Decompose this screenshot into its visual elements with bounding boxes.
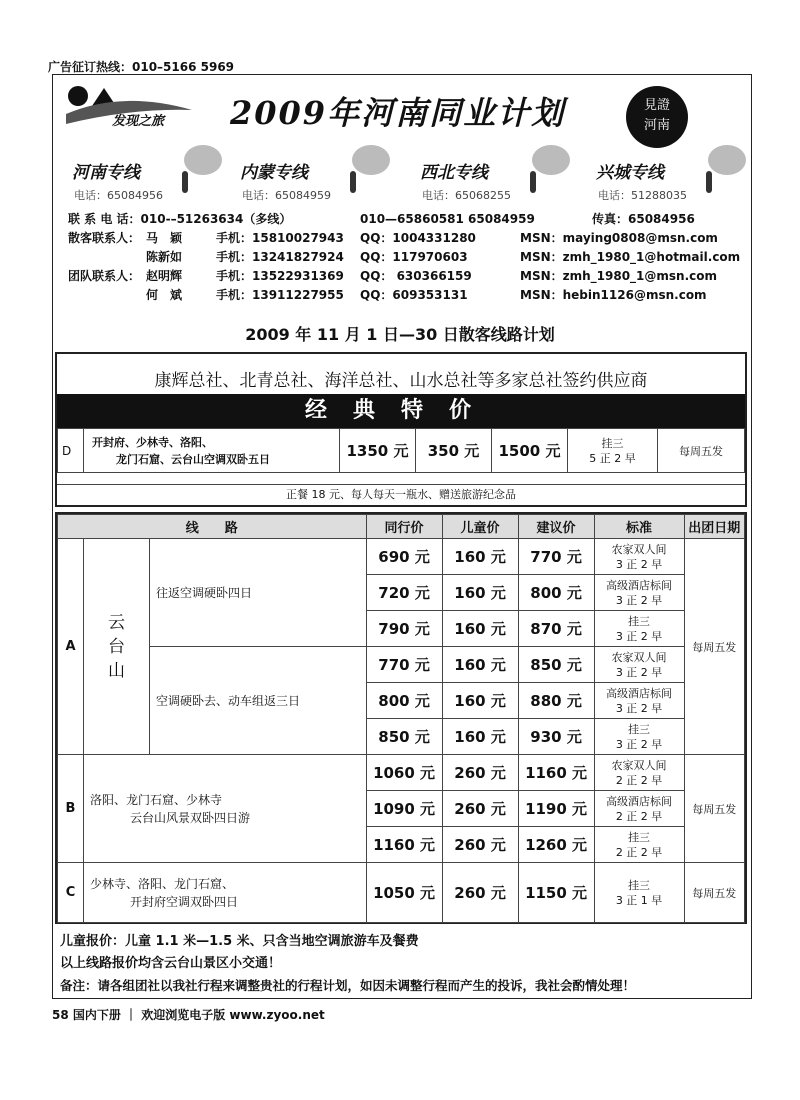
seal-text-1: 見證	[643, 98, 670, 113]
route-name	[84, 755, 367, 863]
peer-price: 690 元	[366, 539, 442, 575]
route-line: 少林寺、洛阳、龙门石窟、	[90, 876, 235, 891]
standard-cell	[568, 429, 658, 473]
peer-price: 1160 元	[366, 827, 442, 863]
special-note: 正餐 18 元、每人每天一瓶水、赠送旅游纪念品	[57, 484, 745, 504]
standard-line: 挂三	[628, 614, 651, 628]
suggest-price: 1500 元	[492, 429, 568, 473]
contact-label: 团队联系人：	[68, 269, 141, 283]
peer-price: 1050 元	[366, 863, 442, 923]
peer-price: 800 元	[366, 683, 442, 719]
contact-mobile: 手机：13241827924	[216, 250, 344, 264]
standard-cell	[594, 539, 684, 575]
departure-date: 每周五发	[684, 755, 744, 863]
route-code: B	[58, 755, 84, 863]
route-name: 往返空调硬卧四日	[150, 539, 367, 647]
standard-line: 农家双人间	[611, 758, 667, 772]
route-line: 开封府、少林寺、洛阳、	[92, 435, 213, 449]
peer-price: 850 元	[366, 719, 442, 755]
peer-price: 1060 元	[366, 755, 442, 791]
line-neimeng	[240, 145, 400, 205]
child-price: 260 元	[442, 827, 518, 863]
line-name: 河南专线	[72, 163, 140, 183]
person-icon	[350, 171, 356, 193]
place-name: 云台山	[84, 539, 150, 755]
child-price-note: 儿童报价：儿童 1.1 米—1.5 米、只含当地空调旅游车及餐费	[60, 934, 419, 949]
contact-name: 何 斌	[146, 288, 183, 302]
departure-date: 每周五发	[684, 863, 744, 923]
suggest-price: 1150 元	[518, 863, 594, 923]
standard-line: 3 正 2 早	[615, 557, 663, 571]
child-price: 160 元	[442, 647, 518, 683]
child-price: 260 元	[442, 863, 518, 923]
logo-text: 发现之旅	[112, 114, 165, 129]
suggest-price: 880 元	[518, 683, 594, 719]
phone-label: 联 系 电 话：010-–51263634（多线）	[68, 212, 292, 226]
standard-line: 高级酒店标间	[606, 578, 673, 592]
standard-line: 高级酒店标间	[606, 686, 673, 700]
standard-line: 农家双人间	[611, 650, 667, 664]
contact-block	[68, 210, 748, 305]
contact-qq: QQ： 630366159	[360, 269, 472, 283]
table-row	[58, 755, 745, 791]
flower-icon	[352, 145, 390, 175]
contact-mobile: 手机：13911227955	[216, 288, 344, 302]
standard-line: 农家双人间	[611, 542, 667, 556]
page-title: 2009年河南同业计划	[230, 94, 566, 132]
child-price: 260 元	[442, 791, 518, 827]
suggest-price: 1260 元	[518, 827, 594, 863]
seal-badge	[626, 86, 688, 148]
standard-line: 3 正 2 早	[615, 629, 663, 643]
line-tel: 电话：65084959	[242, 189, 331, 202]
line-tel: 电话：65068255	[422, 189, 511, 202]
person-icon	[530, 171, 536, 193]
header-standard: 标准	[594, 515, 684, 539]
standard-cell	[594, 827, 684, 863]
route-code: C	[58, 863, 84, 923]
contact-name: 赵明辉	[146, 269, 183, 283]
contact-name: 陈新如	[146, 250, 183, 264]
table-header-row	[58, 515, 745, 539]
child-price: 260 元	[442, 755, 518, 791]
line-xibei	[420, 145, 580, 205]
table-row	[58, 539, 745, 575]
standard-line: 高级酒店标间	[606, 794, 673, 808]
person-icon	[182, 171, 188, 193]
peer-price: 1090 元	[366, 791, 442, 827]
contact-msn: MSN：zmh_1980_1@msn.com	[520, 269, 718, 283]
standard-cell	[594, 863, 684, 923]
standard-line: 2 正 2 早	[615, 773, 663, 787]
flower-icon	[708, 145, 746, 175]
route-cell	[84, 429, 340, 473]
peer-price: 770 元	[366, 647, 442, 683]
flower-icon	[532, 145, 570, 175]
fax: 传真：65084956	[592, 212, 695, 226]
route-code: A	[58, 539, 84, 755]
standard-line: 3 正 2 早	[615, 737, 663, 751]
contact-name: 马 颖	[146, 231, 183, 245]
standard-line: 2 正 2 早	[615, 809, 663, 823]
standard-cell	[594, 755, 684, 791]
contact-mobile: 手机：15810027943	[216, 231, 344, 245]
standard-line: 3 正 2 早	[615, 593, 663, 607]
contact-qq: QQ：609353131	[360, 288, 468, 302]
suppliers-text: 康辉总社、北青总社、海洋总社、山水总社等多家总社签约供应商	[154, 371, 648, 391]
contact-msn: MSN：maying0808@msn.com	[520, 231, 718, 245]
standard-line: 3 正 2 早	[615, 701, 663, 715]
line-name: 内蒙专线	[240, 163, 308, 183]
flower-icon	[184, 145, 222, 175]
contact-mobile: 手机：13522931369	[216, 269, 344, 283]
table-row	[58, 647, 745, 683]
special-table	[57, 428, 745, 473]
line-name: 西北专线	[420, 163, 488, 183]
child-price: 160 元	[442, 719, 518, 755]
header-route: 线 路	[58, 515, 367, 539]
header-date: 出团日期	[684, 515, 744, 539]
ad-hotline: 广告征订热线：010–5166 5969	[48, 60, 235, 74]
table-row	[58, 863, 745, 923]
contact-qq: QQ：1004331280	[360, 231, 476, 245]
header-child: 儿童价	[442, 515, 518, 539]
line-xingcheng	[596, 145, 756, 205]
departure-date: 每周五发	[684, 539, 744, 755]
route-line: 龙门石窟、云台山空调双卧五日	[116, 452, 270, 466]
header-suggest: 建议价	[518, 515, 594, 539]
contact-qq: QQ：117970603	[360, 250, 468, 264]
page-info: 58 国内下册 ｜ 欢迎浏览电子版 www.zyoo.net	[52, 1008, 325, 1022]
route-line: 开封府空调双卧四日	[130, 894, 239, 909]
standard-cell	[594, 647, 684, 683]
standard-cell	[594, 611, 684, 647]
departure-date: 每周五发	[658, 429, 745, 473]
remark-note: 备注：请各组团社以我社行程来调整贵社的行程计划，如因未调整行程而产生的投诉，我社会酌情处理！	[60, 978, 636, 993]
suggest-price: 1160 元	[518, 755, 594, 791]
standard-line: 挂三	[628, 830, 651, 844]
plan-title: 2009 年 11 月 1 日—30 日散客线路计划	[245, 325, 555, 344]
suggest-price: 930 元	[518, 719, 594, 755]
standard-cell	[594, 791, 684, 827]
standard-cell	[594, 683, 684, 719]
line-henan	[72, 145, 232, 205]
line-name: 兴城专线	[596, 163, 664, 183]
contact-msn: MSN：zmh_1980_1@hotmail.com	[520, 250, 741, 264]
child-price: 350 元	[416, 429, 492, 473]
contact-msn: MSN：hebin1126@msn.com	[520, 288, 707, 302]
special-price-banner: 经典特价	[57, 394, 745, 428]
child-price: 160 元	[442, 611, 518, 647]
suggest-price: 1190 元	[518, 791, 594, 827]
route-line: 洛阳、龙门石窟、少林寺	[90, 792, 223, 807]
standard-cell	[594, 719, 684, 755]
route-line: 云台山风景双卧四日游	[130, 810, 251, 825]
standard-line: 5 正 2 早	[589, 451, 636, 465]
peer-price: 1350 元	[340, 429, 416, 473]
peer-price: 720 元	[366, 575, 442, 611]
suggest-price: 800 元	[518, 575, 594, 611]
child-price: 160 元	[442, 683, 518, 719]
child-price: 160 元	[442, 539, 518, 575]
route-table	[57, 514, 745, 923]
price-note: 以上线路报价均含云台山景区小交通！	[60, 956, 282, 971]
standard-line: 挂三	[601, 436, 624, 450]
suggest-price: 850 元	[518, 647, 594, 683]
child-price: 160 元	[442, 575, 518, 611]
suggest-price: 870 元	[518, 611, 594, 647]
peer-price: 790 元	[366, 611, 442, 647]
header-peer: 同行价	[366, 515, 442, 539]
standard-line: 2 正 2 早	[615, 845, 663, 859]
standard-cell	[594, 575, 684, 611]
standard-line: 挂三	[628, 722, 651, 736]
standard-line: 3 正 1 早	[615, 893, 663, 907]
standard-line: 3 正 2 早	[615, 665, 663, 679]
route-name: 空调硬卧去、动车组返三日	[150, 647, 367, 755]
suggest-price: 770 元	[518, 539, 594, 575]
contact-label: 散客联系人：	[68, 231, 141, 245]
route-name	[84, 863, 367, 923]
phone-2: 010—65860581 65084959	[360, 212, 535, 226]
standard-line: 挂三	[628, 878, 651, 892]
table-row	[58, 429, 745, 473]
person-icon	[706, 171, 712, 193]
line-tel: 电话：65084956	[74, 189, 163, 202]
route-code: D	[58, 429, 84, 473]
line-tel: 电话：51288035	[598, 189, 687, 202]
seal-text-2: 河南	[643, 118, 670, 133]
